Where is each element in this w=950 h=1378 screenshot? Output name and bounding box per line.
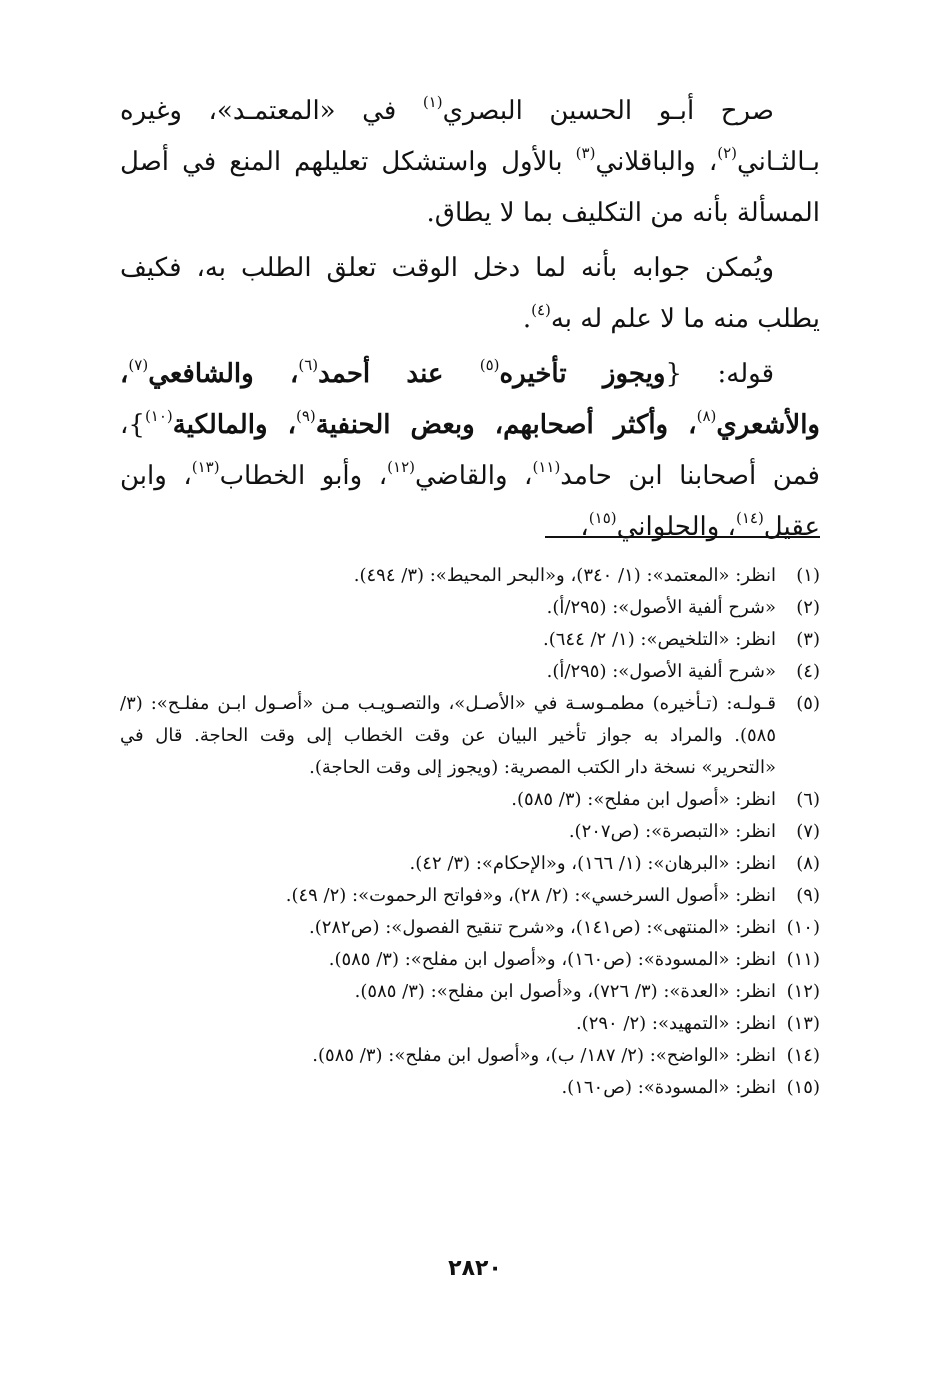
footnote-ref-1[interactable]: (١)	[422, 93, 443, 112]
text-run: بالأول واستشكل تعليلهم المنع في أصل المسألة بأنه من التكليف بما لا يطاق.	[120, 147, 820, 228]
footnote-12	[120, 976, 820, 1008]
footnote-number: (٣)	[796, 629, 820, 650]
footnote-ref-11[interactable]: (١١)	[532, 458, 561, 477]
text-run: .	[522, 304, 532, 334]
footnote-text: «شرح ألفية الأصول»: (٢٩٥/أ).	[546, 597, 776, 618]
text-run: قوله: {	[665, 359, 774, 389]
footnote-10	[120, 912, 820, 944]
text-run: صرح أبـو الحسين البصري	[442, 96, 774, 126]
footnote-number: (٧)	[796, 821, 820, 842]
footnote-ref-3[interactable]: (٣)	[575, 144, 596, 163]
footnote-ref-9[interactable]: (٩)	[295, 407, 316, 426]
footnote-ref-8[interactable]: (٨)	[696, 407, 717, 426]
text-run: ،	[580, 512, 589, 542]
bold-run: ، والشافعي	[148, 359, 299, 389]
footnote-number: (١٥)	[786, 1077, 820, 1098]
bold-run: ويجوز تأخيره	[499, 359, 666, 389]
footnote-5	[120, 688, 820, 784]
footnote-number: (٤)	[796, 661, 820, 682]
paragraph-3	[120, 349, 820, 553]
footnote-ref-14[interactable]: (١٤)	[735, 509, 764, 528]
footnote-number: (١١)	[786, 949, 820, 970]
text-run: ، وأبو الخطاب	[219, 461, 388, 491]
footnote-text: انظر: «أصول ابن مفلح»: (٣/ ٥٨٥).	[511, 789, 776, 810]
footnote-number: (١٣)	[786, 1013, 820, 1034]
text-run: ، والحلواني	[616, 512, 736, 542]
footnote-separator	[545, 536, 820, 538]
footnote-number: (١)	[796, 565, 820, 586]
footnote-number: (١٠)	[786, 917, 820, 938]
footnote-text: انظر: «التمهيد»: (٢/ ٢٩٠).	[575, 1013, 776, 1034]
footnote-number: (٥)	[796, 693, 820, 714]
footnote-ref-7[interactable]: (٧)	[128, 356, 149, 375]
footnote-text: قـولـه: (تـأخيره) مطمـوسـة في «الأصـل»، والتصـويـب مـن «أصـول ابـن مفلـح»: (٣/ ٥٨٥). والمراد به جواز تأخير البيان عن وقت الخطاب إلى وقت الحاجة. قال في «التحرير» نسخة دار الكتب المصرية: (ويجوز إلى وقت الحاجة).	[120, 693, 776, 778]
footnote-ref-13[interactable]: (١٣)	[191, 458, 220, 477]
footnote-number: (١٤)	[786, 1045, 820, 1066]
footnote-text: انظر: «المسودة»: (ص١٦٠)، و«أصول ابن مفلح»: (٣/ ٥٨٥).	[328, 949, 776, 970]
bold-run: عند أحمد	[318, 359, 480, 389]
footnote-ref-6[interactable]: (٦)	[298, 356, 319, 375]
footnote-number: (٢)	[796, 597, 820, 618]
text-run: في «المعتمـد»، وغيره بـالثـاني	[120, 96, 820, 177]
footnote-text: انظر: «البرهان»: (١/ ١٦٦)، و«الإحكام»: (٣/ ٤٢).	[409, 853, 776, 874]
bold-run: ، والمالكية	[172, 410, 296, 440]
footnote-number: (٦)	[796, 789, 820, 810]
paragraph-2	[120, 243, 820, 345]
footnote-text: انظر: «التلخيص»: (١/ ٢/ ٦٤٤).	[542, 629, 776, 650]
footnote-ref-10[interactable]: (١٠)	[144, 407, 173, 426]
footnote-text: انظر: «الواضح»: (٢/ ١٨٧/ ب)، و«أصول ابن مفلح»: (٣/ ٥٨٥).	[312, 1045, 776, 1066]
footnote-text: انظر: «المسودة»: (ص١٦٠).	[561, 1077, 776, 1098]
footnote-3	[120, 624, 820, 656]
footnote-text: انظر: «المعتمد»: (١/ ٣٤٠)، و«البحر المحيط»: (٣/ ٤٩٤).	[353, 565, 776, 586]
bold-run: ، والأشعري	[120, 359, 820, 440]
footnote-ref-4[interactable]: (٤)	[531, 301, 551, 320]
footnote-ref-2[interactable]: (٢)	[717, 144, 737, 163]
text-run: ، وابن عقيل	[120, 461, 820, 542]
footnote-ref-12[interactable]: (١٢)	[387, 458, 415, 477]
footnote-text: انظر: «العدة»: (٣/ ٧٢٦)، و«أصول ابن مفلح»: (٣/ ٥٨٥).	[354, 981, 776, 1002]
footnote-text: انظر: «التبصرة»: (ص٢٠٧).	[568, 821, 776, 842]
footnotes	[120, 560, 820, 1104]
page-number: ٢٨٢٠	[448, 1256, 502, 1281]
main-text	[120, 86, 820, 553]
footnote-ref-15[interactable]: (١٥)	[588, 509, 617, 528]
footnote-ref-5[interactable]: (٥)	[479, 356, 500, 375]
footnote-4	[120, 656, 820, 688]
footnote-2	[120, 592, 820, 624]
footnote-11	[120, 944, 820, 976]
text-run: }، فمن أصحابنا ابن حامد	[120, 410, 820, 491]
paragraph-1	[120, 86, 820, 239]
text-run: ويُمكن جوابه بأنه لما دخل الوقت تعلق الطلب به، فكيف يطلب منه ما لا علم له به	[120, 253, 820, 334]
footnote-15	[120, 1072, 820, 1104]
footnote-1	[120, 560, 820, 592]
footnote-13	[120, 1008, 820, 1040]
footnote-text: انظر: «أصول السرخسي»: (٢/ ٢٨)، و«فواتح الرحموت»: (٢/ ٤٩).	[285, 885, 776, 906]
bold-run: ، وأكثر أصحابهم، وبعض الحنفية	[315, 410, 697, 440]
footnote-number: (٩)	[796, 885, 820, 906]
footnote-8	[120, 848, 820, 880]
footnote-number: (١٢)	[786, 981, 820, 1002]
footnote-7	[120, 816, 820, 848]
footnote-14	[120, 1040, 820, 1072]
footnote-number: (٨)	[796, 853, 820, 874]
footnote-6	[120, 784, 820, 816]
footnote-text: انظر: «المنتهى»: (ص١٤١)، و«شرح تنقيح الفصول»: (ص٢٨٢).	[308, 917, 776, 938]
footnote-text: «شرح ألفية الأصول»: (٢٩٥/أ).	[546, 661, 776, 682]
text-run: ، والباقلاني	[595, 147, 718, 177]
footnote-9	[120, 880, 820, 912]
text-run: ، والقاضي	[415, 461, 533, 491]
